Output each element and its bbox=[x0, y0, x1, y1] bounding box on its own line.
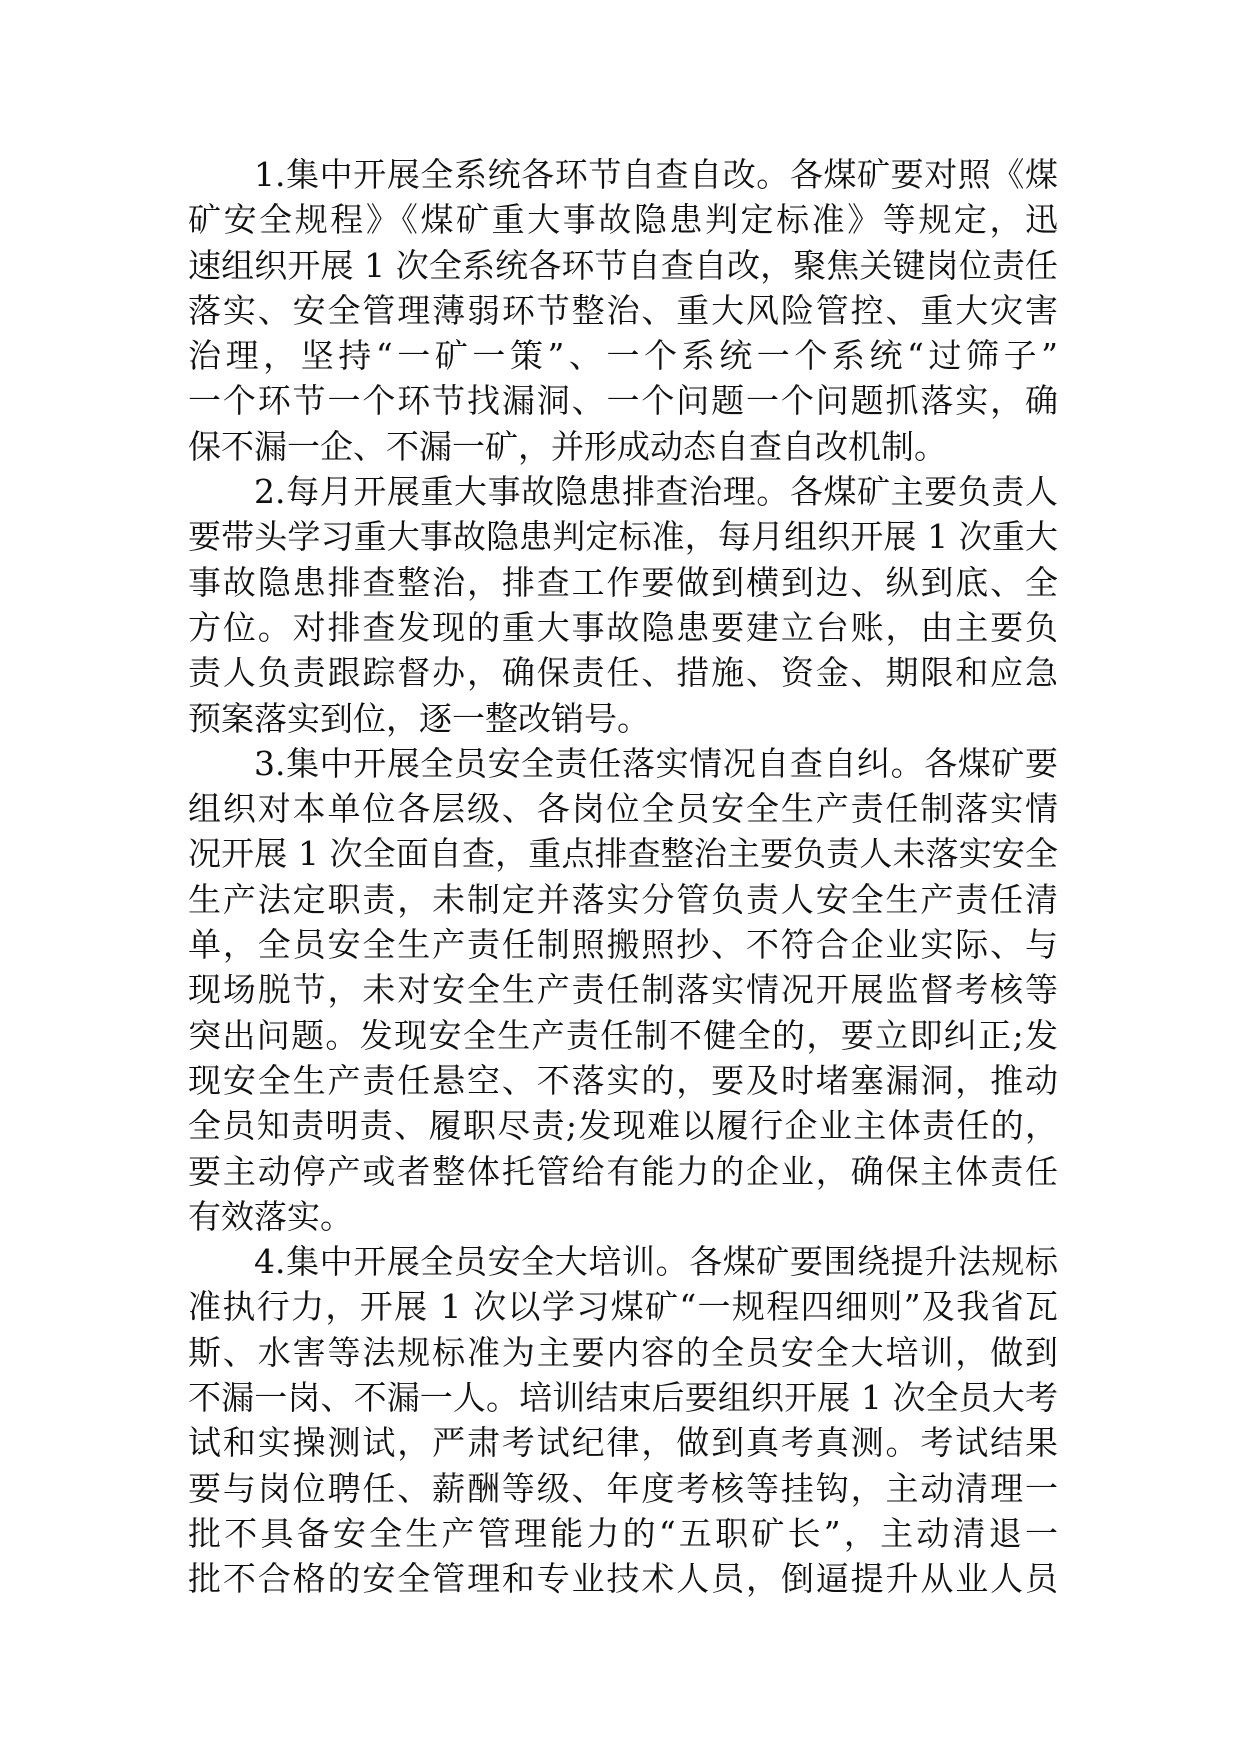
paragraph-line: 现场脱节，未对安全生产责任制落实情况开展监督考核等 bbox=[188, 970, 1058, 1010]
paragraph-line: 责人负责跟踪督办，确保责任、措施、资金、期限和应急 bbox=[188, 653, 1058, 693]
paragraph-line: 速组织开展 1 次全系统各环节自查自改，聚焦关键岗位责任 bbox=[188, 245, 1058, 285]
paragraph-line: 准执行力，开展 1 次以学习煤矿“一规程四细则”及我省瓦 bbox=[188, 1287, 1058, 1327]
paragraph-line: 批不具备安全生产管理能力的“五职矿长”，主动清退一 bbox=[188, 1513, 1058, 1553]
paragraph-line: 况开展 1 次全面自查，重点排查整治主要负责人未落实安全 bbox=[188, 834, 1058, 874]
paragraph-responsibility-check bbox=[188, 741, 1058, 1239]
paragraph-line: 批不合格的安全管理和专业技术人员，倒逼提升从业人员 bbox=[188, 1559, 1058, 1599]
document-page bbox=[188, 152, 1058, 1602]
paragraph-line: 要与岗位聘任、薪酬等级、年度考核等挂钩，主动清理一 bbox=[188, 1468, 1058, 1508]
paragraph-line: 有效落实。 bbox=[188, 1196, 353, 1236]
paragraph-line: 不漏一岗、不漏一人。培训结束后要组织开展 1 次全员大考 bbox=[188, 1378, 1058, 1418]
paragraph-line: 要主动停产或者整体托管给有能力的企业，确保主体责任 bbox=[188, 1151, 1058, 1191]
paragraph-line: 斯、水害等法规标准为主要内容的全员安全大培训，做到 bbox=[188, 1332, 1058, 1372]
paragraph-line: 1.集中开展全系统各环节自查自改。各煤矿要对照《煤 bbox=[254, 155, 1058, 194]
paragraph-line: 单，全员安全生产责任制照搬照抄、不符合企业实际、与 bbox=[188, 925, 1058, 965]
paragraph-line: 生产法定职责，未制定并落实分管负责人安全生产责任清 bbox=[188, 879, 1058, 919]
paragraph-monthly-hazard-check bbox=[188, 469, 1058, 741]
paragraph-line: 3.集中开展全员安全责任落实情况自查自纠。各煤矿要 bbox=[254, 743, 1058, 783]
paragraph-line: 现安全生产责任悬空、不落实的，要及时堵塞漏洞，推动 bbox=[188, 1060, 1058, 1100]
paragraph-line: 要带头学习重大事故隐患判定标准，每月组织开展 1 次重大 bbox=[188, 517, 1058, 557]
paragraph-line: 2.每月开展重大事故隐患排查治理。各煤矿主要负责人 bbox=[254, 472, 1058, 512]
paragraph-line: 方位。对排查发现的重大事故隐患要建立台账，由主要负 bbox=[188, 607, 1058, 647]
paragraph-line: 组织对本单位各层级、各岗位全员安全生产责任制落实情 bbox=[188, 789, 1058, 829]
paragraph-line: 保不漏一企、不漏一矿，并形成动态自查自改机制。 bbox=[188, 426, 947, 466]
paragraph-line: 预案落实到位，逐一整改销号。 bbox=[188, 698, 650, 738]
paragraph-line: 事故隐患排查整治，排查工作要做到横到边、纵到底、全 bbox=[188, 562, 1058, 602]
paragraph-line: 突出问题。发现安全生产责任制不健全的，要立即纠正;发 bbox=[188, 1015, 1058, 1055]
paragraph-safety-training bbox=[188, 1239, 1058, 1601]
paragraph-line: 4.集中开展全员安全大培训。各煤矿要围绕提升法规标 bbox=[254, 1242, 1058, 1282]
paragraph-line: 落实、安全管理薄弱环节整治、重大风险管控、重大灾害 bbox=[188, 290, 1058, 330]
paragraph-line: 全员知责明责、履职尽责;发现难以履行企业主体责任的， bbox=[188, 1106, 1058, 1146]
paragraph-line: 治理，坚持“一矿一策”、一个系统一个系统“过筛子” bbox=[188, 336, 1058, 376]
paragraph-line: 矿安全规程》《煤矿重大事故隐患判定标准》等规定，迅 bbox=[188, 200, 1058, 240]
paragraph-self-inspection bbox=[188, 152, 1058, 469]
paragraph-line: 一个环节一个环节找漏洞、一个问题一个问题抓落实，确 bbox=[188, 381, 1058, 421]
paragraph-line: 试和实操测试，严肃考试纪律，做到真考真测。考试结果 bbox=[188, 1423, 1058, 1463]
